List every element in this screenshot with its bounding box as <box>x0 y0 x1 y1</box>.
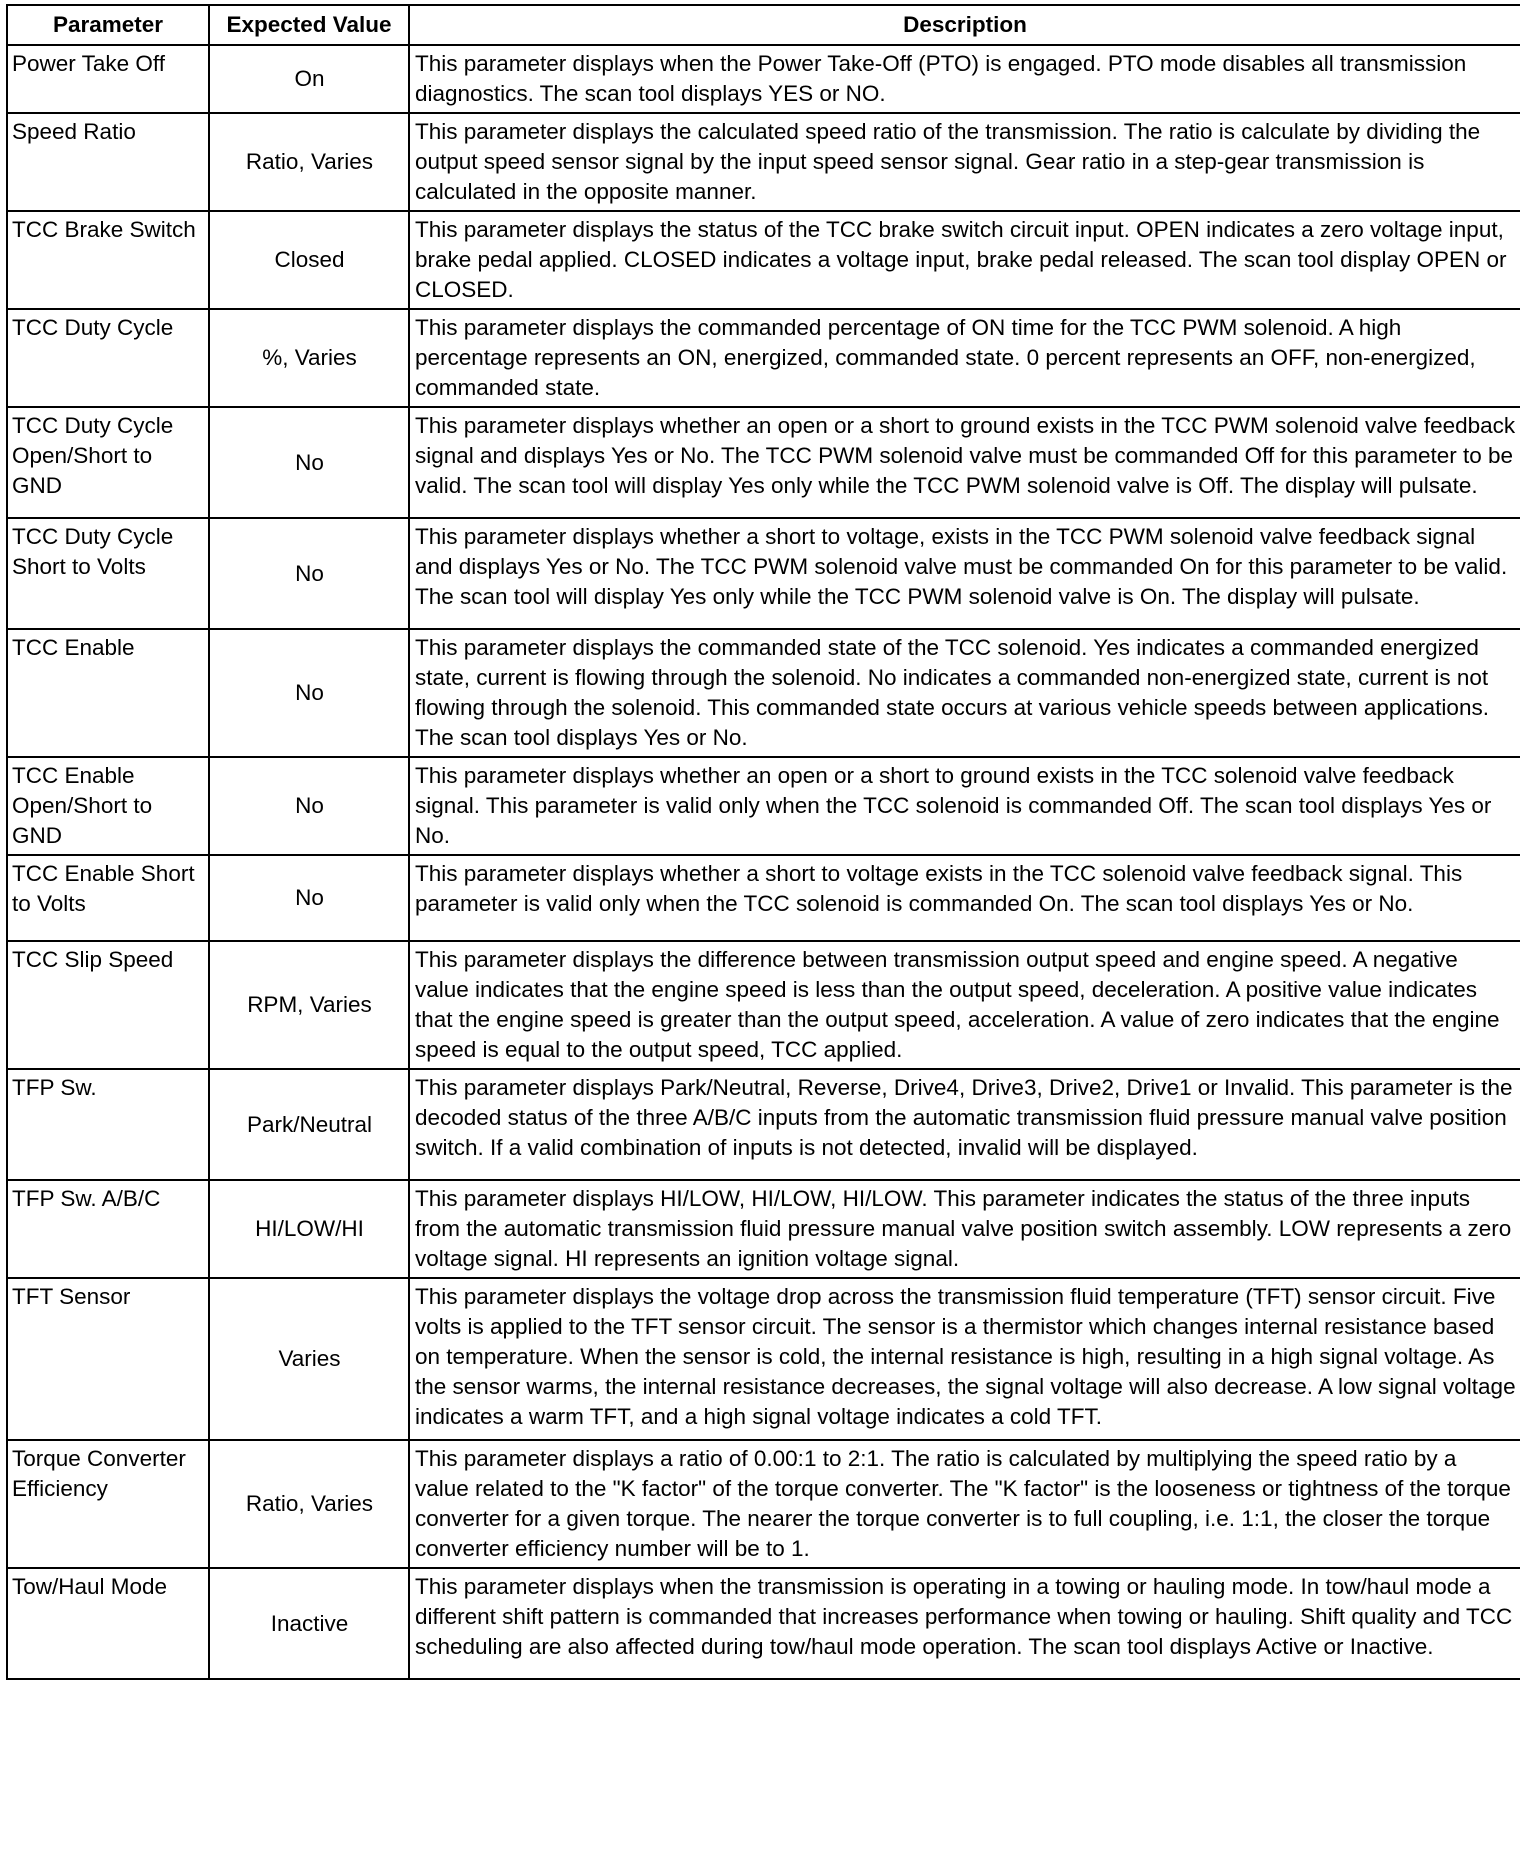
expected-value-cell: No <box>209 407 409 518</box>
description-cell: This parameter displays whether an open or a short to ground exists in the TCC PWM solenoid valve feedback signal and displays Yes or No. The TCC PWM solenoid valve must be commanded Off for this parameter to be valid. The scan tool will display Yes only while the TCC PWM solenoid valve is Off. The display will pulsate. <box>409 407 1520 518</box>
table-row <box>7 855 1520 941</box>
description-cell: This parameter displays Park/Neutral, Reverse, Drive4, Drive3, Drive2, Drive1 or Invalid. This parameter is the decoded status of the three A/B/C inputs from the automatic transmission fluid pressure manual valve position switch. If a valid combination of inputs is not detected, invalid will be displayed. <box>409 1069 1520 1180</box>
expected-value-cell: On <box>209 45 409 113</box>
table-row <box>7 629 1520 757</box>
table-row <box>7 1440 1520 1568</box>
parameter-cell: TCC Enable Open/Short to GND <box>7 757 209 855</box>
parameter-cell: TCC Enable Short to Volts <box>7 855 209 941</box>
header-row <box>7 5 1520 45</box>
parameter-cell: TFP Sw. <box>7 1069 209 1180</box>
header-description: Description <box>409 5 1520 45</box>
table-row <box>7 941 1520 1069</box>
description-cell: This parameter displays when the transmission is operating in a towing or hauling mode. In tow/haul mode a different shift pattern is commanded that increases performance when towing or hauling. Shift quality and TCC scheduling are also affected during tow/haul mode operation. The scan tool displays Active or Inactive. <box>409 1568 1520 1679</box>
description-cell: This parameter displays HI/LOW, HI/LOW, HI/LOW. This parameter indicates the status of the three inputs from the automatic transmission fluid pressure manual valve position switch assembly. LOW represents a zero voltage signal. HI represents an ignition voltage signal. <box>409 1180 1520 1278</box>
expected-value-cell: No <box>209 518 409 629</box>
expected-value-cell: Closed <box>209 211 409 309</box>
description-cell: This parameter displays whether a short to voltage exists in the TCC solenoid valve feedback signal. This parameter is valid only when the TCC solenoid is commanded On. The scan tool displays Yes or No. <box>409 855 1520 941</box>
table-row <box>7 757 1520 855</box>
expected-value-cell: No <box>209 855 409 941</box>
parameter-cell: TCC Duty Cycle Short to Volts <box>7 518 209 629</box>
description-cell: This parameter displays a ratio of 0.00:1 to 2:1. The ratio is calculated by multiplying the speed ratio by a value related to the "K factor" of the torque converter. The "K factor" is the looseness or tightness of the torque converter for a given torque. The nearer the torque converter is to full coupling, i.e. 1:1, the closer the torque converter efficiency number will be to 1. <box>409 1440 1520 1568</box>
table-row <box>7 113 1520 211</box>
description-cell: This parameter displays the commanded percentage of ON time for the TCC PWM solenoid. A high percentage represents an ON, energized, commanded state. 0 percent represents an OFF, non-energized, commanded state. <box>409 309 1520 407</box>
description-cell: This parameter displays the status of the TCC brake switch circuit input. OPEN indicates a zero voltage input, brake pedal applied. CLOSED indicates a voltage input, brake pedal released. The scan tool display OPEN or CLOSED. <box>409 211 1520 309</box>
expected-value-cell: HI/LOW/HI <box>209 1180 409 1278</box>
expected-value-cell: Ratio, Varies <box>209 113 409 211</box>
parameter-cell: Power Take Off <box>7 45 209 113</box>
parameter-cell: Speed Ratio <box>7 113 209 211</box>
description-cell: This parameter displays the difference between transmission output speed and engine speed. A negative value indicates that the engine speed is less than the output speed, deceleration. A positive value indicates that the engine speed is greater than the output speed, acceleration. A value of zero indicates that the engine speed is equal to the output speed, TCC applied. <box>409 941 1520 1069</box>
expected-value-cell: No <box>209 629 409 757</box>
description-cell: This parameter displays the voltage drop across the transmission fluid temperature (TFT) sensor circuit. Five volts is applied to the TFT sensor circuit. The sensor is a thermistor which changes internal resistance based on temperature. When the sensor is cold, the internal resistance is high, resulting in a high signal voltage. As the sensor warms, the internal resistance decreases, the signal voltage will also decrease. A low signal voltage indicates a warm TFT, and a high signal voltage indicates a cold TFT. <box>409 1278 1520 1440</box>
table-row <box>7 1278 1520 1440</box>
parameter-cell: TCC Enable <box>7 629 209 757</box>
expected-value-cell: Park/Neutral <box>209 1069 409 1180</box>
expected-value-cell: No <box>209 757 409 855</box>
parameter-cell: TCC Slip Speed <box>7 941 209 1069</box>
table-row <box>7 518 1520 629</box>
table-row <box>7 45 1520 113</box>
expected-value-cell: RPM, Varies <box>209 941 409 1069</box>
description-cell: This parameter displays the calculated speed ratio of the transmission. The ratio is calculate by dividing the output speed sensor signal by the input speed sensor signal. Gear ratio in a step-gear transmission is calculated in the opposite manner. <box>409 113 1520 211</box>
expected-value-cell: Ratio, Varies <box>209 1440 409 1568</box>
parameter-cell: Torque Converter Efficiency <box>7 1440 209 1568</box>
parameter-cell: TCC Duty Cycle Open/Short to GND <box>7 407 209 518</box>
header-expected-value: Expected Value <box>209 5 409 45</box>
table-body <box>7 45 1520 1679</box>
table-row <box>7 1180 1520 1278</box>
table-row <box>7 407 1520 518</box>
parameter-cell: TFT Sensor <box>7 1278 209 1440</box>
description-cell: This parameter displays whether an open or a short to ground exists in the TCC solenoid valve feedback signal. This parameter is valid only when the TCC solenoid is commanded Off. The scan tool displays Yes or No. <box>409 757 1520 855</box>
expected-value-cell: Varies <box>209 1278 409 1440</box>
expected-value-cell: Inactive <box>209 1568 409 1679</box>
table-row <box>7 211 1520 309</box>
parameter-cell: TCC Brake Switch <box>7 211 209 309</box>
parameter-table <box>6 4 1520 1680</box>
description-cell: This parameter displays when the Power Take-Off (PTO) is engaged. PTO mode disables all transmission diagnostics. The scan tool displays YES or NO. <box>409 45 1520 113</box>
expected-value-cell: %, Varies <box>209 309 409 407</box>
description-cell: This parameter displays the commanded state of the TCC solenoid. Yes indicates a commanded energized state, current is flowing through the solenoid. No indicates a commanded non-energized state, current is not flowing through the solenoid. This commanded state occurs at various vehicle speeds between applications. The scan tool displays Yes or No. <box>409 629 1520 757</box>
table-row <box>7 1069 1520 1180</box>
parameter-cell: TCC Duty Cycle <box>7 309 209 407</box>
parameter-cell: Tow/Haul Mode <box>7 1568 209 1679</box>
description-cell: This parameter displays whether a short to voltage, exists in the TCC PWM solenoid valve feedback signal and displays Yes or No. The TCC PWM solenoid valve must be commanded On for this parameter to be valid. The scan tool will display Yes only while the TCC PWM solenoid valve is On. The display will pulsate. <box>409 518 1520 629</box>
table-row <box>7 1568 1520 1679</box>
parameter-cell: TFP Sw. A/B/C <box>7 1180 209 1278</box>
header-parameter: Parameter <box>7 5 209 45</box>
table-row <box>7 309 1520 407</box>
